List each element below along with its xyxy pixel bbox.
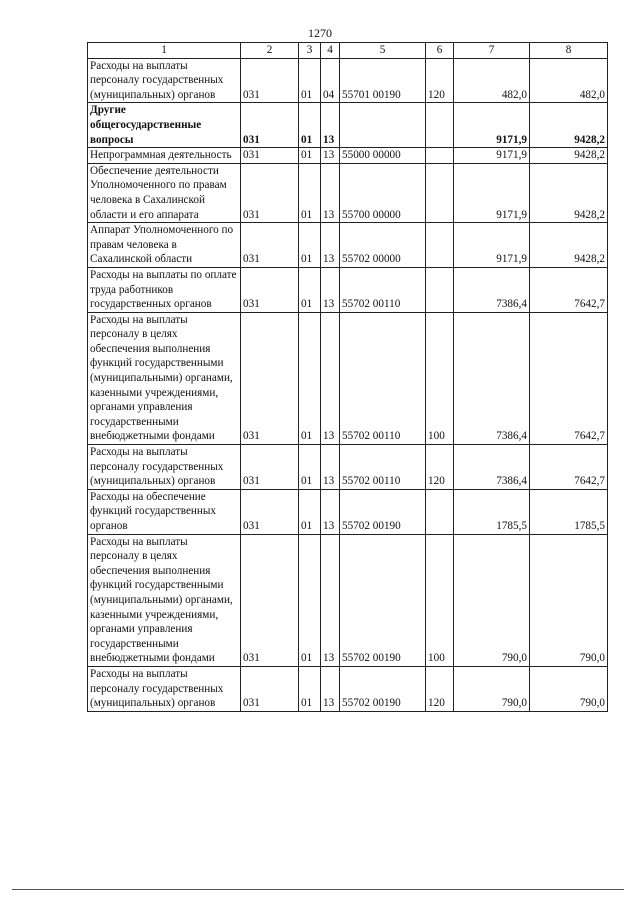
bottom-rule: [12, 889, 624, 890]
expense-type-code: 120: [426, 666, 454, 711]
item-name: Расходы на выплаты персоналу государственных (муниципальных) органов: [88, 445, 241, 490]
expense-type-code: 100: [426, 534, 454, 666]
target-article-code: 55702 00110: [340, 445, 426, 490]
expense-type-code: [426, 148, 454, 164]
subsection-code: 13: [321, 312, 340, 444]
target-article-code: 55701 00190: [340, 58, 426, 103]
target-article-code: 55000 00000: [340, 148, 426, 164]
subsection-code: 13: [321, 163, 340, 222]
header-col-6: 6: [426, 43, 454, 59]
header-col-8: 8: [530, 43, 608, 59]
section-code: 01: [299, 445, 321, 490]
amount-col-7: 1785,5: [454, 489, 530, 534]
target-article-code: 55702 00110: [340, 312, 426, 444]
target-article-code: 55702 00190: [340, 534, 426, 666]
expense-type-code: [426, 267, 454, 312]
table-row: [88, 666, 608, 711]
amount-col-7: 9171,9: [454, 163, 530, 222]
amount-col-8: 9428,2: [530, 223, 608, 268]
item-name: Расходы на выплаты персоналу государственных (муниципальных) органов: [88, 666, 241, 711]
table-row: [88, 312, 608, 444]
expense-type-code: 120: [426, 445, 454, 490]
section-code: 01: [299, 148, 321, 164]
ministry-code: 031: [241, 445, 299, 490]
ministry-code: 031: [241, 312, 299, 444]
expense-type-code: [426, 489, 454, 534]
amount-col-7: 482,0: [454, 58, 530, 103]
ministry-code: 031: [241, 58, 299, 103]
table-row: [88, 445, 608, 490]
budget-table: [87, 42, 608, 712]
target-article-code: 55702 00190: [340, 666, 426, 711]
item-name: Расходы на выплаты по оплате труда работников государственных органов: [88, 267, 241, 312]
section-code: 01: [299, 58, 321, 103]
section-code: 01: [299, 267, 321, 312]
amount-col-8: 7642,7: [530, 445, 608, 490]
item-name: Аппарат Уполномоченного по правам человека в Сахалинской области: [88, 223, 241, 268]
amount-col-7: 790,0: [454, 534, 530, 666]
table-row: [88, 267, 608, 312]
subsection-code: 13: [321, 666, 340, 711]
expense-type-code: [426, 223, 454, 268]
item-name: Обеспечение деятельности Уполномоченного по правам человека в Сахалинской области и его аппарата: [88, 163, 241, 222]
amount-col-8: 9428,2: [530, 148, 608, 164]
header-col-1: 1: [88, 43, 241, 59]
table-row: [88, 163, 608, 222]
amount-col-8: 7642,7: [530, 312, 608, 444]
amount-col-7: 7386,4: [454, 267, 530, 312]
amount-col-8: 790,0: [530, 534, 608, 666]
item-name: Другие общегосударственные вопросы: [88, 103, 241, 148]
section-code: 01: [299, 223, 321, 268]
header-col-4: 4: [321, 43, 340, 59]
table-row: [88, 103, 608, 148]
subsection-code: 13: [321, 267, 340, 312]
section-code: 01: [299, 163, 321, 222]
amount-col-7: 9171,9: [454, 223, 530, 268]
amount-col-7: 9171,9: [454, 103, 530, 148]
expense-type-code: 120: [426, 58, 454, 103]
amount-col-7: 7386,4: [454, 445, 530, 490]
target-article-code: 55702 00110: [340, 267, 426, 312]
item-name: Расходы на обеспечение функций государственных органов: [88, 489, 241, 534]
amount-col-8: 482,0: [530, 58, 608, 103]
amount-col-7: 9171,9: [454, 148, 530, 164]
header-col-7: 7: [454, 43, 530, 59]
ministry-code: 031: [241, 103, 299, 148]
subsection-code: 13: [321, 489, 340, 534]
table-row: [88, 534, 608, 666]
subsection-code: 13: [321, 223, 340, 268]
amount-col-8: 790,0: [530, 666, 608, 711]
target-article-code: [340, 103, 426, 148]
expense-type-code: [426, 103, 454, 148]
amount-col-7: 7386,4: [454, 312, 530, 444]
item-name: Расходы на выплаты персоналу в целях обеспечения выполнения функций государственными (муниципальными) органами, казенными учреждениями, органами управления государственными внебюджетными фондами: [88, 534, 241, 666]
header-col-2: 2: [241, 43, 299, 59]
subsection-code: 13: [321, 103, 340, 148]
ministry-code: 031: [241, 489, 299, 534]
section-code: 01: [299, 312, 321, 444]
expense-type-code: [426, 163, 454, 222]
page-number: 1270: [308, 26, 332, 40]
target-article-code: 55700 00000: [340, 163, 426, 222]
header-row: [88, 43, 608, 59]
table-row: [88, 489, 608, 534]
item-name: Расходы на выплаты персоналу государственных (муниципальных) органов: [88, 58, 241, 103]
amount-col-8: 1785,5: [530, 489, 608, 534]
target-article-code: 55702 00190: [340, 489, 426, 534]
table-row: [88, 58, 608, 103]
subsection-code: 04: [321, 58, 340, 103]
target-article-code: 55702 00000: [340, 223, 426, 268]
section-code: 01: [299, 489, 321, 534]
section-code: 01: [299, 666, 321, 711]
amount-col-7: 790,0: [454, 666, 530, 711]
subsection-code: 13: [321, 148, 340, 164]
ministry-code: 031: [241, 163, 299, 222]
subsection-code: 13: [321, 534, 340, 666]
header-col-5: 5: [340, 43, 426, 59]
amount-col-8: 7642,7: [530, 267, 608, 312]
subsection-code: 13: [321, 445, 340, 490]
ministry-code: 031: [241, 148, 299, 164]
ministry-code: 031: [241, 534, 299, 666]
table-row: [88, 223, 608, 268]
table-row: [88, 148, 608, 164]
section-code: 01: [299, 534, 321, 666]
header-col-3: 3: [299, 43, 321, 59]
ministry-code: 031: [241, 666, 299, 711]
section-code: 01: [299, 103, 321, 148]
ministry-code: 031: [241, 223, 299, 268]
item-name: Расходы на выплаты персоналу в целях обеспечения выполнения функций государственными (муниципальными) органами, казенными учреждениями, органами управления государственными внебюджетными фондами: [88, 312, 241, 444]
amount-col-8: 9428,2: [530, 103, 608, 148]
item-name: Непрограммная деятельность: [88, 148, 241, 164]
expense-type-code: 100: [426, 312, 454, 444]
amount-col-8: 9428,2: [530, 163, 608, 222]
ministry-code: 031: [241, 267, 299, 312]
